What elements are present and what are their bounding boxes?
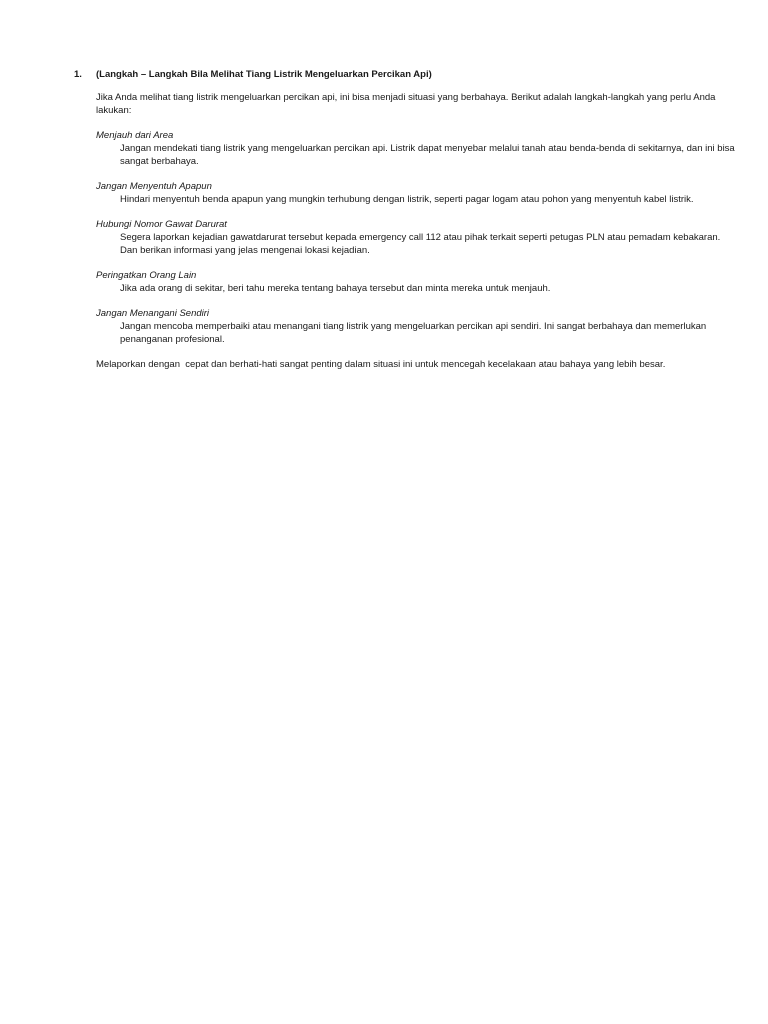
closing-paragraph: Melaporkan dengan cepat dan berhati-hati sangat penting dalam situasi ini untuk mencegah kecelakaan atau bahaya yang lebih besar.	[96, 359, 666, 370]
step-title: Peringatkan Orang Lain	[96, 270, 197, 281]
step-hubungi-darurat	[96, 218, 736, 257]
step-description: Hindari menyentuh benda apapun yang mungkin terhubung dengan listrik, seperti pagar logam atau pohon yang menyentuh kabel listrik.	[120, 194, 694, 205]
step-description: Jangan mendekati tiang listrik yang mengeluarkan percikan api. Listrik dapat menyebar melalui tanah atau benda-benda di sekitarnya, dan ini bisa sangat berbahaya.	[120, 143, 735, 167]
step-title: Jangan Menangani Sendiri	[96, 308, 210, 319]
step-description: Segera laporkan kejadian gawatdarurat tersebut kepada emergency call 112 atau pihak terkait seperti petugas PLN atau pemadam kebakaran. Dan berikan informasi yang jelas mengenai lokasi kejadian.	[120, 232, 721, 256]
section-heading: (Langkah – Langkah Bila Melihat Tiang Listrik Mengeluarkan Percikan Api)	[96, 69, 432, 80]
step-description: Jangan mencoba memperbaiki atau menangani tiang listrik yang mengeluarkan percikan api sendiri. Ini sangat berbahaya dan memerlukan penanganan profesional.	[120, 321, 707, 345]
intro-paragraph: Jika Anda melihat tiang listrik mengeluarkan percikan api, ini bisa menjadi situasi yang berbahaya. Berikut adalah langkah-langkah yang perlu Anda lakukan:	[96, 92, 716, 116]
step-title: Menjauh dari Area	[96, 130, 174, 141]
list-number: 1.	[74, 69, 82, 80]
step-description: Jika ada orang di sekitar, beri tahu mereka tentang bahaya tersebut dan minta mereka untuk menjauh.	[120, 283, 551, 294]
step-peringatkan	[96, 269, 736, 295]
step-title: Jangan Menyentuh Apapun	[96, 181, 212, 192]
step-jangan-menangani	[96, 307, 736, 346]
step-menjauh	[96, 129, 736, 168]
list-item-content	[96, 68, 736, 371]
step-title: Hubungi Nomor Gawat Darurat	[96, 219, 227, 230]
step-jangan-menyentuh	[96, 180, 736, 206]
